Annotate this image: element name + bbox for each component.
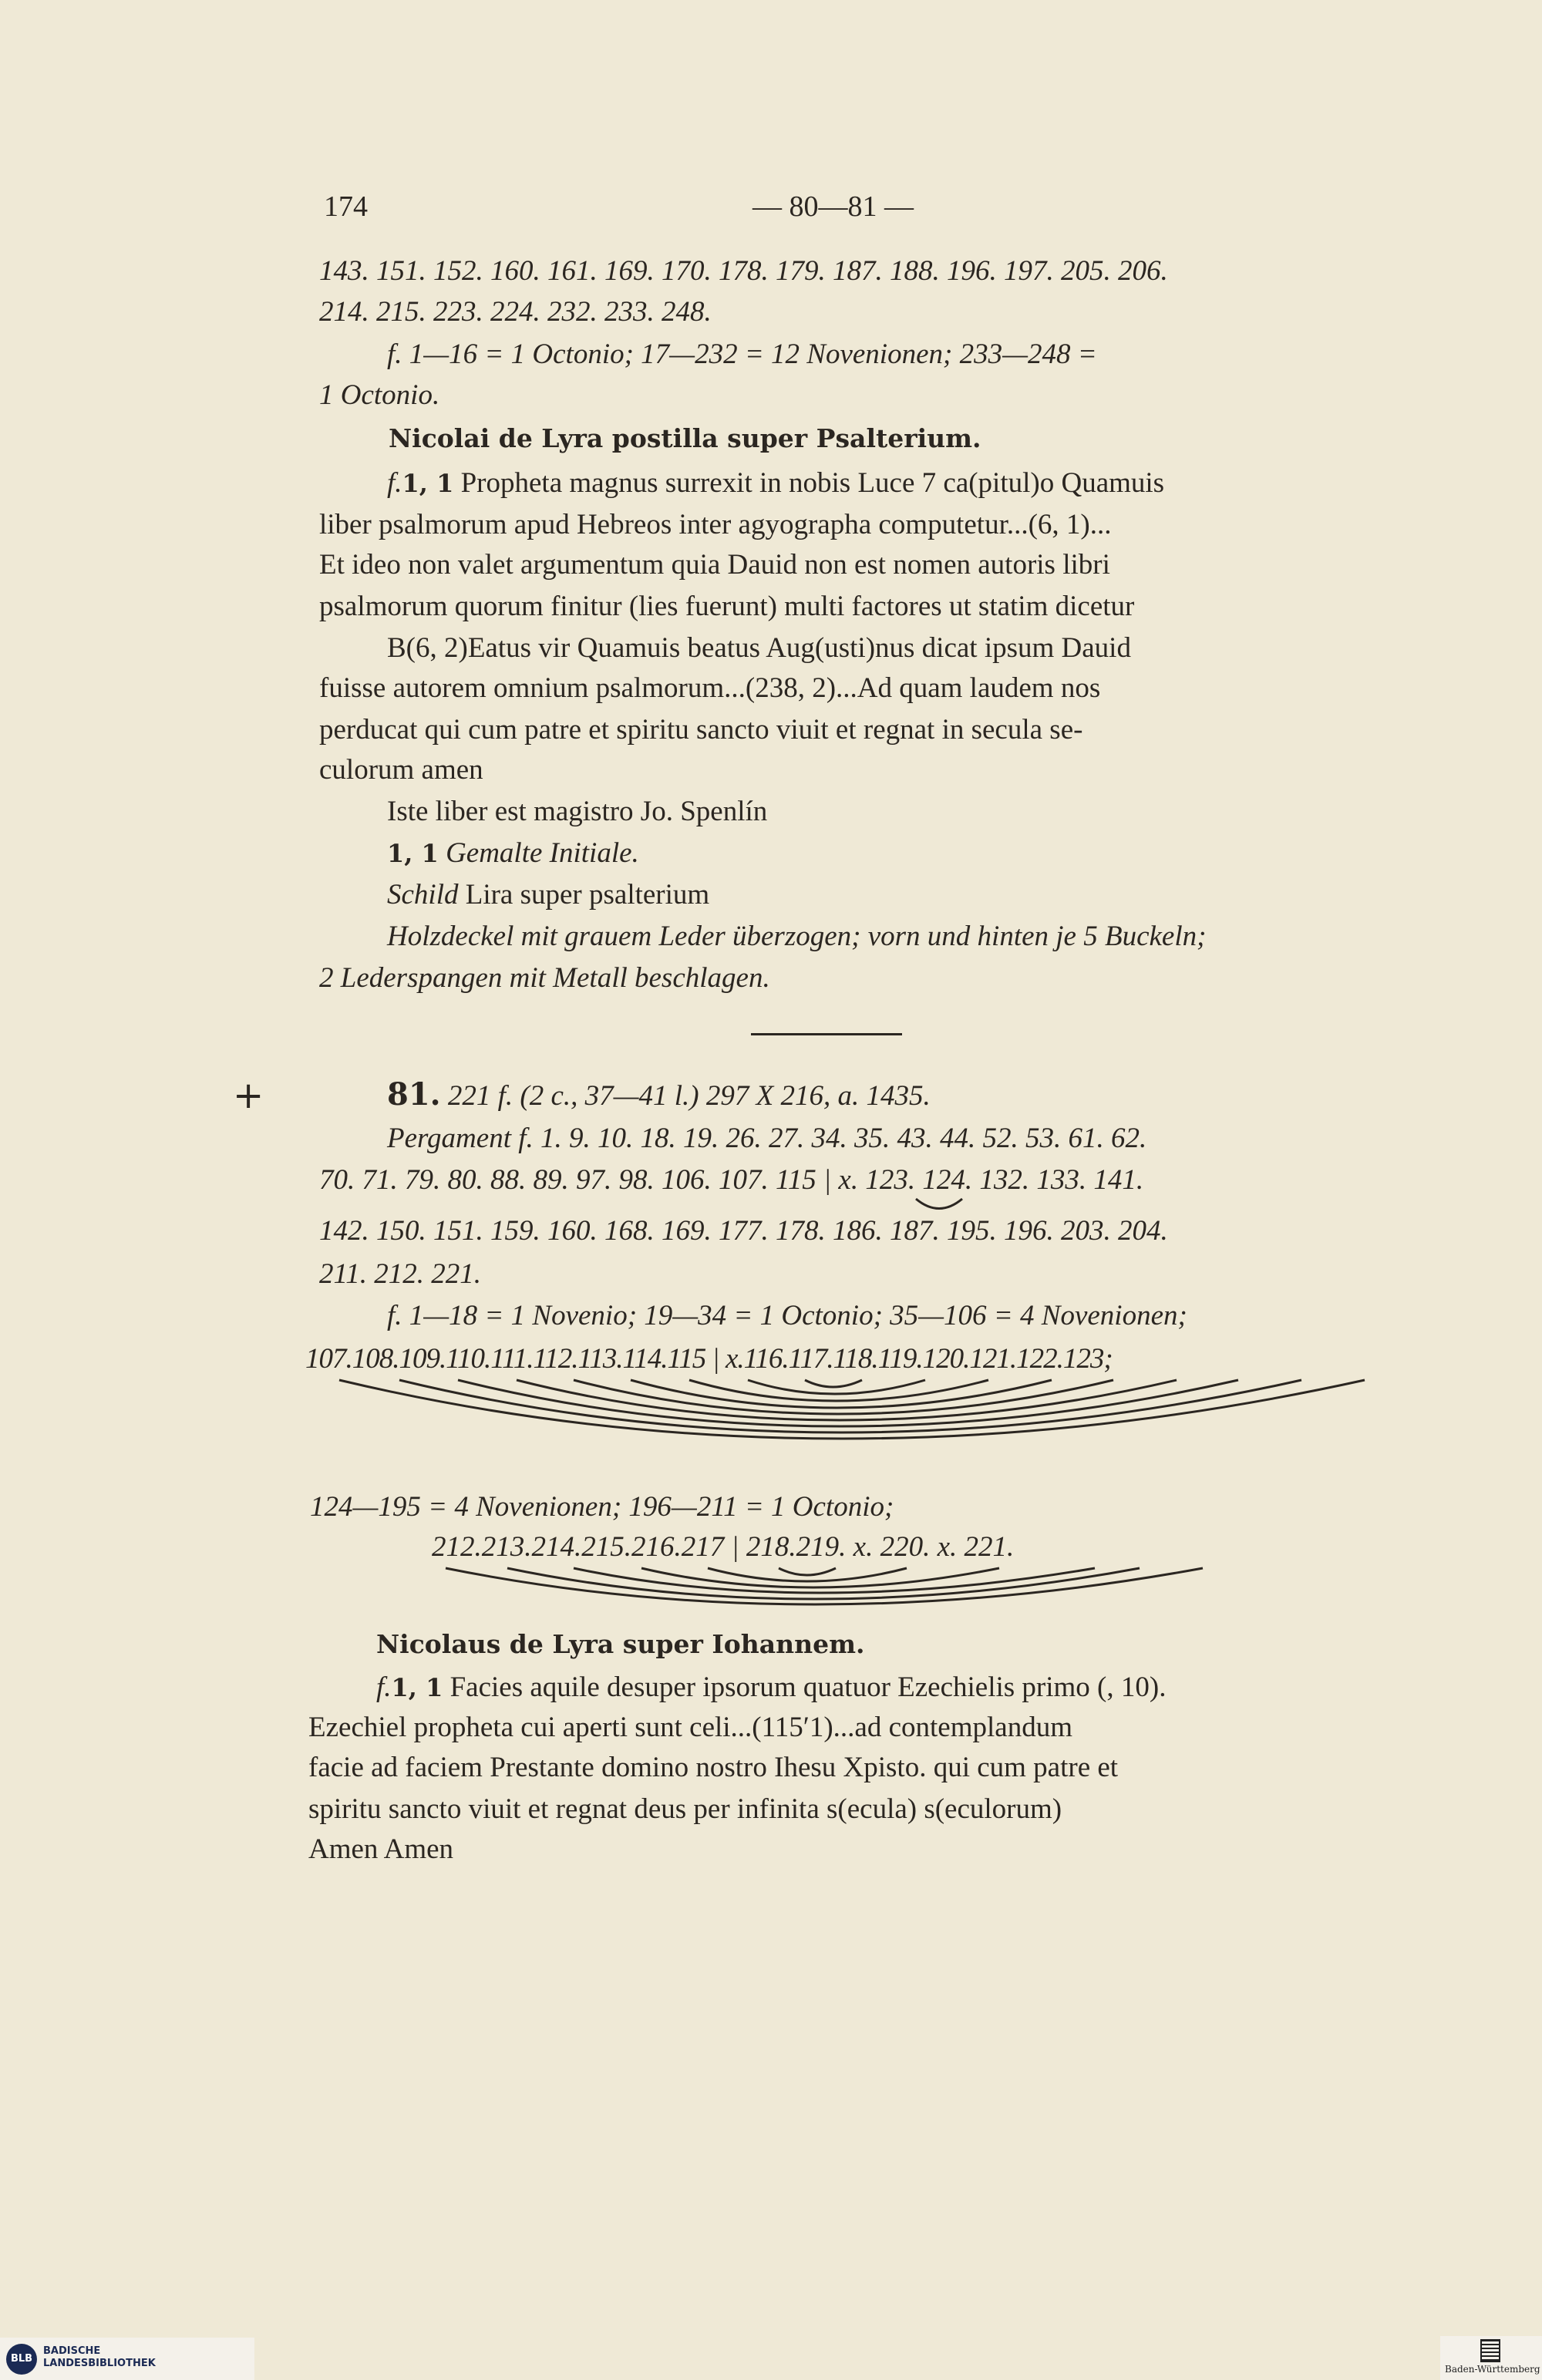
- quire-bracket: [748, 1380, 925, 1394]
- quire-bracket: [507, 1568, 1140, 1599]
- quire-bracket: [805, 1380, 862, 1387]
- binding-note: 2 Lederspangen mit Metall beschlagen.: [319, 962, 770, 994]
- section-divider: [751, 1033, 902, 1035]
- library-name-line: LANDESBIBLIOTHEK: [43, 2358, 156, 2369]
- work-title: Nicolai de Lyra postilla super Psalterium.: [389, 423, 981, 453]
- folio-list-line: 211. 212. 221.: [319, 1258, 482, 1290]
- quire-bracket: [779, 1568, 836, 1575]
- ownership-note: Iste liber est magistro Jo. Spenlín: [387, 796, 768, 827]
- text-span: Propheta magnus surrexit in nobis Luce 7 ca(pitul)o Quamuis: [453, 467, 1165, 499]
- running-head: — 80—81 —: [752, 190, 914, 223]
- schild-label: Schild: [387, 879, 459, 911]
- quire-bracket: [689, 1380, 988, 1401]
- folio-list-line: 143. 151. 152. 160. 161. 169. 170. 178. 179. 187. 188. 196. 197. 205. 206.: [319, 255, 1168, 287]
- entry-description: 221 f. (2 c., 37—41 l.) 297 X 216, a. 1435.: [440, 1080, 931, 1112]
- text-line: fuisse autorem omnium psalmorum...(238, 2)...Ad quam laudem nos: [319, 672, 1101, 704]
- collation-line: 107.108.109.110.111.112.113.114.115 | x.116.117.118.119.120.121.122.123;: [305, 1343, 1113, 1375]
- text-line: [387, 469, 1164, 497]
- folio-ref: 1, 1: [387, 839, 439, 868]
- folio-list-line: 70. 71. 79. 80. 88. 89. 97. 98. 106. 107. 115 | x. 123. 124. 132. 133. 141.: [319, 1164, 1144, 1196]
- text-line: facie ad faciem Prestante domino nostro Ihesu Xpisto. qui cum patre et: [308, 1752, 1119, 1783]
- folio-list-line: Pergament f. 1. 9. 10. 18. 19. 26. 27. 34. 35. 43. 44. 52. 53. 61. 62.: [387, 1123, 1147, 1154]
- quire-bracket: [916, 1199, 962, 1209]
- schild-note: [387, 880, 709, 909]
- entry-number: 81.: [387, 1076, 441, 1113]
- folio-list-line: 142. 150. 151. 159. 160. 168. 169. 177. 178. 186. 187. 195. 196. 203. 204.: [319, 1215, 1168, 1247]
- collation-line: f. 1—18 = 1 Novenio; 19—34 = 1 Octonio; 35—106 = 4 Novenionen;: [387, 1300, 1187, 1331]
- collation-line: 212.213.214.215.216.217 | 218.219. x. 220. x. 221.: [432, 1531, 1015, 1563]
- folio-list-line: 214. 215. 223. 224. 232. 233. 248.: [319, 296, 712, 328]
- text-line: culorum amen: [319, 754, 483, 786]
- quire-bracket: [339, 1380, 1365, 1439]
- quire-bracket: [574, 1380, 1113, 1414]
- text-line: Et ideo non valet argumentum quia Dauid non est nomen autoris libri: [319, 549, 1110, 581]
- quire-bracket: [574, 1568, 1095, 1593]
- quire-bracket: [641, 1568, 999, 1587]
- library-name: [43, 2345, 156, 2370]
- collation-line: 1 Octonio.: [319, 379, 440, 411]
- quire-bracket: [399, 1380, 1301, 1432]
- folio-ref: 1, 1: [391, 1673, 443, 1702]
- text-line: [376, 1673, 1166, 1702]
- entry-header: [387, 1076, 931, 1113]
- quire-bracket: [517, 1380, 1177, 1420]
- quire-bracket: [708, 1568, 907, 1581]
- state-emblem-icon: [1480, 2339, 1500, 2362]
- text-line: B(6, 2)Eatus vir Quamuis beatus Aug(usti)nus dicat ipsum Dauid: [387, 632, 1131, 664]
- text-line: Amen Amen: [308, 1833, 454, 1865]
- text-span: Facies aquile desuper ipsorum quatuor Ezechielis primo (, 10).: [443, 1671, 1167, 1703]
- initial-text: Gemalte Initiale.: [438, 837, 639, 869]
- text-line: Ezechiel propheta cui aperti sunt celi...(115′1)...ad contemplandum: [308, 1712, 1072, 1743]
- folio-ref: 1, 1: [402, 469, 454, 498]
- text-line: perducat qui cum patre et spiritu sancto viuit et regnat in secula se-: [319, 714, 1083, 746]
- collation-line: f. 1—16 = 1 Octonio; 17—232 = 12 Novenionen; 233—248 =: [387, 338, 1097, 370]
- initial-note: [387, 839, 639, 867]
- library-name-line: BADISCHE: [43, 2345, 101, 2357]
- text-line: spiritu sancto viuit et regnat deus per infinita s(ecula) s(eculorum): [308, 1793, 1062, 1825]
- text-line: liber psalmorum apud Hebreos inter agyographa computetur...(6, 1)...: [319, 509, 1112, 540]
- quire-bracket: [458, 1380, 1238, 1426]
- text-line: psalmorum quorum finitur (lies fuerunt) multi factores ut statim dicetur: [319, 591, 1135, 622]
- quire-bracket: [631, 1380, 1052, 1408]
- blb-logo-icon: BLB: [6, 2344, 37, 2375]
- collation-line: 124—195 = 4 Novenionen; 196—211 = 1 Octonio;: [310, 1491, 894, 1523]
- schild-text: Lira super psalterium: [458, 879, 710, 911]
- quire-bracket: [446, 1568, 1203, 1604]
- page-number: 174: [324, 190, 368, 223]
- margin-mark: +: [233, 1074, 264, 1117]
- state-name: Baden-Württemberg: [1445, 2364, 1540, 2375]
- binding-note: Holzdeckel mit grauem Leder überzogen; vorn und hinten je 5 Buckeln;: [387, 921, 1207, 952]
- folio-label: f.: [387, 467, 402, 499]
- folio-label: f.: [376, 1671, 392, 1703]
- work-title: Nicolaus de Lyra super Iohannem.: [376, 1629, 865, 1659]
